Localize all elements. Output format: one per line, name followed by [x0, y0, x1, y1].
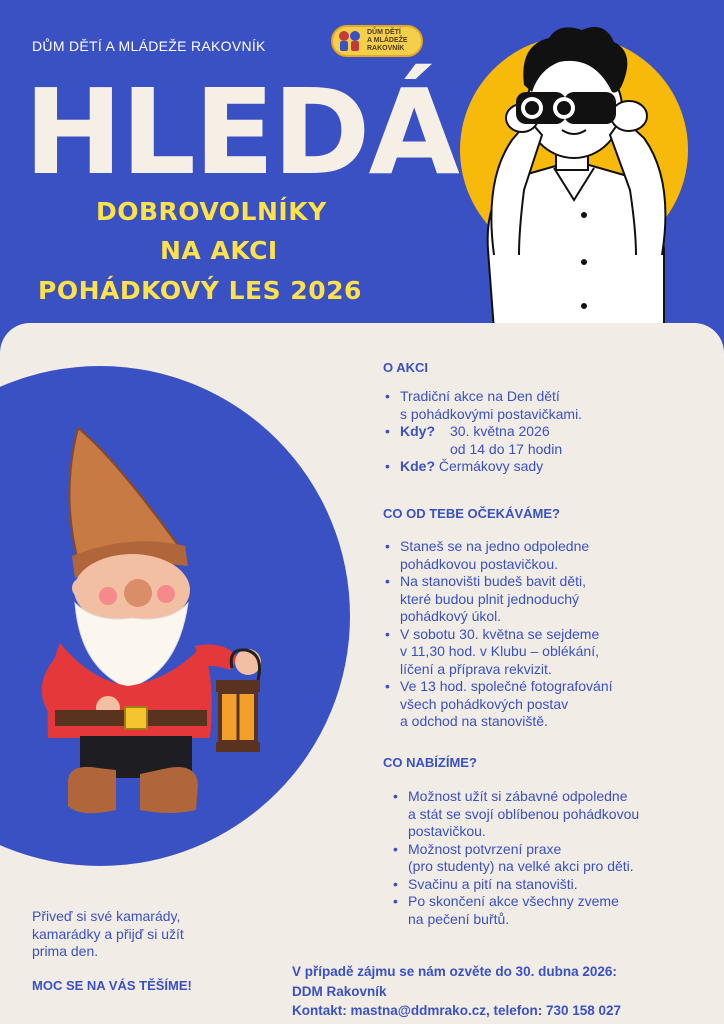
list-item-line: pohádkový úkol.	[400, 608, 502, 624]
invite-text	[32, 908, 252, 961]
subtitle-line-2: NA AKCI	[160, 236, 278, 265]
ddm-logo	[331, 25, 423, 57]
contact-org: DDM Rakovník	[292, 983, 387, 999]
expect-list	[383, 538, 713, 731]
list-item-line: a stát se svojí oblíbenou pohádkovou	[408, 805, 640, 822]
list-item-line: • Staneš se na jedno odpoledne	[400, 538, 590, 554]
where-value: Čermákovy sady	[438, 458, 544, 474]
list-item	[383, 573, 713, 626]
headline: HLEDÁ	[24, 63, 458, 201]
logo-text-line: RAKOVNÍK	[367, 45, 405, 52]
list-item	[391, 876, 716, 894]
section-title-about: O AKCI	[383, 360, 429, 375]
when-date: 30. května 2026	[450, 423, 550, 439]
list-item-line: • Po skončení akce všechny zveme	[408, 893, 619, 909]
contact-block	[292, 962, 621, 1021]
list-item-line: • Tradiční akce na Den dětí	[400, 388, 560, 404]
list-item-when	[383, 423, 713, 458]
organization-name: DŮM DĚTÍ A MLÁDEŽE RAKOVNÍK	[32, 38, 266, 54]
list-item	[391, 841, 716, 876]
where-label: Kde?	[400, 458, 435, 474]
invite-line: kamarádky a přijď si užít	[32, 925, 184, 942]
gnome-with-lantern-illustration	[20, 418, 280, 838]
section-title-expect: CO OD TEBE OČEKÁVÁME?	[383, 506, 560, 521]
list-item-line: • Ve 13 hod. společné fotografování	[400, 678, 613, 694]
logo-text	[367, 29, 421, 53]
subtitle-line-1: DOBROVOLNÍKY	[96, 197, 327, 226]
list-item-where	[383, 458, 713, 476]
list-item	[391, 788, 716, 841]
list-item	[383, 538, 713, 573]
logo-children-icon	[335, 27, 365, 55]
invite-line: prima den.	[32, 943, 99, 959]
list-item-line: a odchod na stanoviště.	[400, 713, 548, 729]
list-item-line: v 11,30 hod. v Klubu – oblékání,	[400, 643, 599, 659]
section-title-offer: CO NABÍZÍME?	[383, 755, 477, 770]
logo-text-line: A MLÁDEŽE	[367, 37, 408, 44]
list-item-line: líčení a příprava rekvizit.	[400, 660, 552, 677]
contact-line: V případě zájmu se nám ozvěte do 30. dubna 2026:	[292, 964, 617, 979]
list-item	[383, 388, 713, 423]
list-item-line: • Možnost užít si zábavné odpoledne	[408, 788, 628, 804]
list-item-line: • Možnost potvrzení praxe	[408, 840, 562, 857]
when-time: od 14 do 17 hodin	[450, 440, 563, 457]
list-item-line: pohádkovou postavičkou.	[400, 555, 558, 572]
closing-text: MOC SE NA VÁS TĚŠÍME!	[32, 978, 192, 993]
list-item	[383, 678, 713, 731]
list-item	[383, 626, 713, 679]
binoculars-person-illustration	[424, 0, 724, 330]
list-item-line: které budou plnit jednoduchý	[400, 590, 580, 607]
when-label: Kdy?	[400, 423, 435, 439]
subtitle-line-3: POHÁDKOVÝ LES 2026	[38, 276, 362, 305]
list-item-line: • Svačinu a pití na stanovišti.	[408, 875, 578, 892]
contact-details[interactable]: Kontakt: mastna@ddmrako.cz, telefon: 730 158 027	[292, 1003, 622, 1018]
list-item-line: na pečení buřtů.	[408, 910, 510, 927]
about-list	[383, 388, 713, 476]
list-item-line: • Na stanovišti budeš bavit děti,	[400, 573, 586, 589]
list-item-line: všech pohádkových postav	[400, 695, 569, 712]
logo-text-line: DŮM DĚTÍ	[367, 29, 401, 36]
list-item-line: postavičkou.	[408, 823, 486, 839]
invite-line: Přiveď si své kamarády,	[32, 908, 181, 924]
list-item-line: • V sobotu 30. května se sejdeme	[400, 625, 600, 642]
offer-list	[391, 788, 716, 928]
list-item-line: s pohádkovými postavičkami.	[400, 405, 583, 422]
list-item	[391, 893, 716, 928]
list-item-line: (pro studenty) na velké akci pro děti.	[408, 858, 634, 874]
